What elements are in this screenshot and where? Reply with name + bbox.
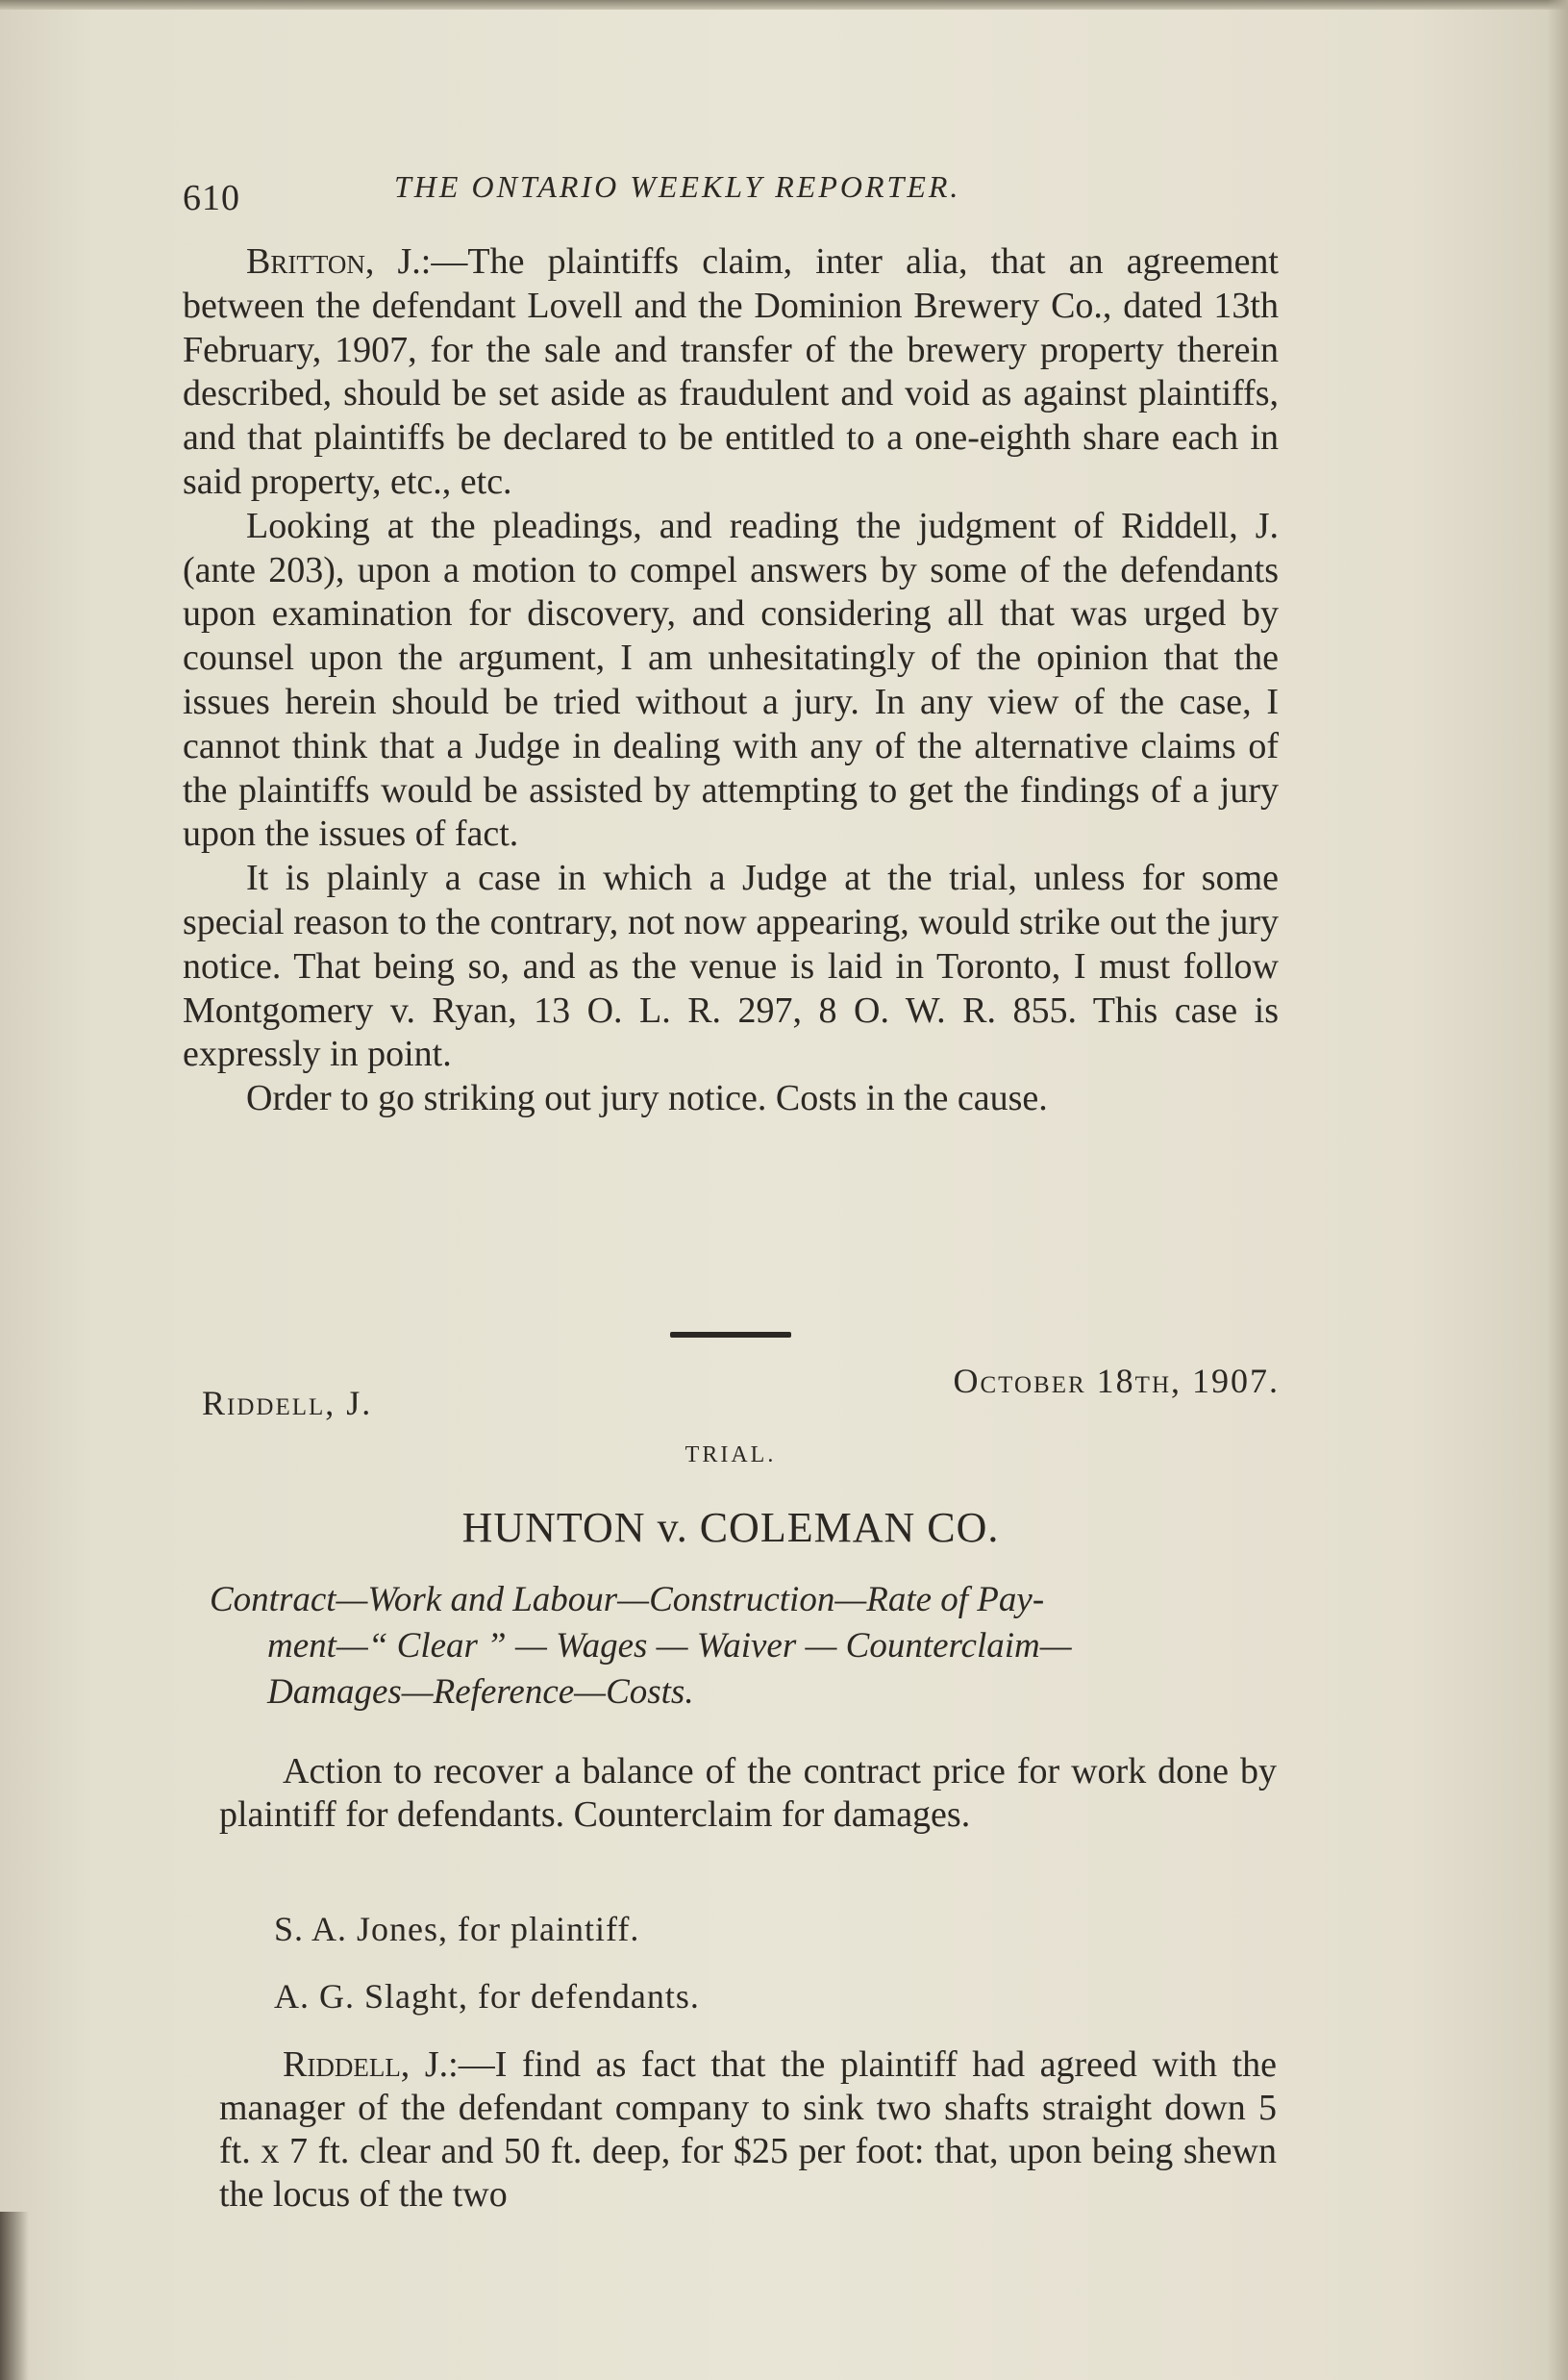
counsel-defendants: A. G. Slaght, for defendants. bbox=[274, 1977, 700, 2016]
proceeding-label: TRIAL. bbox=[684, 1442, 777, 1467]
page-header bbox=[183, 163, 1279, 221]
paragraph-trial-judge: It is plainly a case in which a Judge at the trial, unless for some special reason to the contrary, not now appearing, would strike out the jury notice. That being so, and as the venue is laid in Toronto, I must follow Montgomery v. Ryan, 13 O. L. R. 297, 8 O. W. R. 855. This case is expressly in point. bbox=[183, 858, 1279, 1075]
paragraph-claim-text: :—The plaintiffs claim, inter alia, that an agreement between the defendant Lovell and the Dominion Brewery Co., dated 13th February, 1907, for the sale and transfer of the brewery property therein described, should be set aside as fraudulent and void as against plaintiffs, and that plaintiffs be declared to be entitled to a one-eighth share each in said property, etc., etc. bbox=[183, 241, 1279, 502]
case-judge: Riddell, J. bbox=[202, 1384, 373, 1422]
headnote-line-1: Contract—Work and Labour—Construction—Rate of Pay- bbox=[210, 1580, 1045, 1619]
paragraph-order: Order to go striking out jury notice. Costs in the cause. bbox=[246, 1078, 1048, 1119]
headnote bbox=[210, 1577, 1277, 1716]
page-corner-shadow bbox=[0, 2212, 29, 2380]
case-date: October 18th, 1907. bbox=[953, 1362, 1280, 1400]
page-number: 610 bbox=[183, 178, 240, 218]
judge-name-britton: Britton, J. bbox=[246, 241, 421, 282]
headnote-line-2: ment—“ Clear ” — Wages — Waiver — Counterclaim— bbox=[267, 1626, 1072, 1666]
judge-name-riddell: Riddell, J. bbox=[283, 2044, 449, 2085]
judgment-britton bbox=[183, 240, 1279, 1121]
summary-paragraph: Action to recover a balance of the contract price for work done by plaintiff for defendants. Counterclaim for damages. bbox=[219, 1751, 1277, 1835]
running-head: THE ONTARIO WEEKLY REPORTER. bbox=[394, 169, 961, 204]
page-right-edge bbox=[1547, 0, 1568, 2380]
paragraph-claim bbox=[183, 240, 1279, 505]
case-title: HUNTON v. COLEMAN CO. bbox=[461, 1504, 1000, 1551]
case-summary bbox=[219, 1750, 1277, 1837]
page-top-edge bbox=[0, 0, 1568, 10]
section-divider bbox=[670, 1332, 791, 1338]
paragraph-finding-text: :—I find as fact that the plaintiff had agreed with the manager of the defendant company to sink two shafts straight down 5 ft. x 7 ft. clear and 50 ft. deep, for $25 per foot: that, upon being shewn the locus of the two bbox=[219, 2044, 1278, 2215]
judgment-riddell bbox=[219, 2043, 1277, 2217]
paragraph-pleadings: Looking at the pleadings, and reading the judgment of Riddell, J. (ante 203), upon a motion to compel answers by some of the defendants upon examination for discovery, and considering all that was urged by counsel upon the argument, I am unhesitatingly of the opinion that the issues herein should be tried without a jury. In any view of the case, I cannot think that a Judge in dealing with any of the alternative claims of the plaintiffs would be assisted by attempting to get the findings of a jury upon the issues of fact. bbox=[183, 505, 1279, 855]
counsel-plaintiff: S. A. Jones, for plaintiff. bbox=[274, 1910, 640, 1948]
headnote-line-3: Damages—Reference—Costs. bbox=[267, 1672, 694, 1712]
paragraph-finding bbox=[219, 2043, 1277, 2217]
